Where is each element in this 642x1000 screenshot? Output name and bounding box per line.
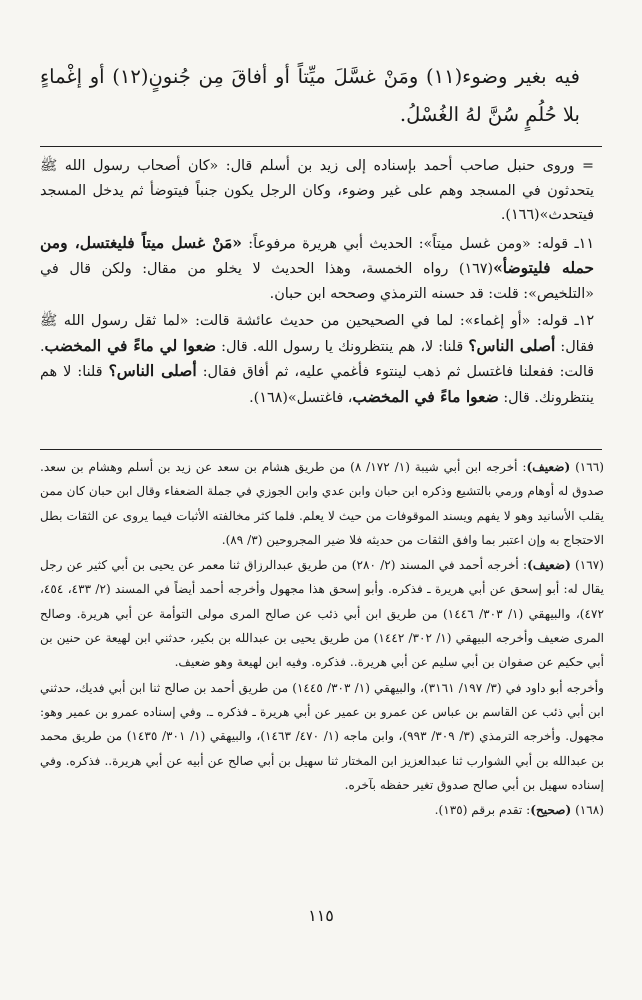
main-separator: [40, 146, 602, 147]
commentary-2-hadith: «مَنْ غسل ميتاً فليغتسل، ومن حمله فليتوضأ»: [40, 232, 594, 277]
commentary-3-mid-1: قلنا: لا، هم ينتظرونك يا رسول الله. قال:: [216, 338, 469, 355]
footnote-167-grade: (ضعيف): [527, 558, 571, 573]
commentary-3-end: ، فاغتسل»(١٦٨).: [249, 389, 353, 406]
main-text: [40, 58, 580, 134]
commentary-3-label: ١٢ـ قوله: «أو إغماء»: لما في الصحيحين من حديث عائشة قالت: «لما ثقل رسول الله ﷺ فقال:: [40, 313, 595, 355]
commentary-paragraph-2: [40, 231, 594, 307]
footnote-167-continued: وأخرجه أبو داود في (٣/ ١٩٧/ ٣١٦١)، والبيهقي (١/ ٣٠٣/ ١٤٤٥) من طريق أحمد بن صالح ثنا ابن أبي فديك، حدثني ابن أبي ذئب عن القاسم بن عباس عن عمرو بن عمير عن أبي هريرة ـ فذكره ـ. وفي إسناده عمرو بن عمير وهو: مجهول. وأخرجه الترمذي (٣/ ٣٠٩/ ٩٩٣)، وابن ماجه (١/ ٤٧٠/ ١٤٦٣)، والبيهقي (١/ ٣٠١/ ١٤٣٥) من طريق محمد بن عبدالله بن أبي الشوارب ثنا عبدالعزيز ابن المختار ثنا سهيل بن أبي صالح عن أبيه عن أبي هريرة.. فذكره. وفي إسناده سهيل بن أبي صالح صدوق تغير حفظه بآخره.: [40, 680, 604, 792]
footnote-separator: [40, 449, 602, 450]
main-text-line-1: فيه بغير وضوء(١١) ومَنْ غسَّلَ ميِّتاً أو أفاقَ مِن جُنونٍ(١٢) أو إغْماءٍ بلا حُلُمٍ سُنَّ: [40, 65, 580, 126]
commentary: [40, 154, 594, 413]
commentary-2-label: ١١ـ قوله: «ومن غسل ميتاً»: الحديث أبي هريرة مرفوعاً:: [242, 235, 594, 252]
commentary-paragraph-1: = وروى حنبل صاحب أحمد بإسناده إلى زيد بن أسلم قال: «كان أصحاب رسول الله ﷺ يتحدثون في المسجد وهم على غير وضوء، وكان الرجل يكون جنباً فيتوضأ ثم يدخل المسجد فيتحدث»(١٦٦).: [40, 158, 594, 223]
commentary-3-hadith-4: ضعوا ماءً في المخضب: [352, 386, 499, 406]
footnote-166-number: (١٦٦): [575, 460, 605, 474]
commentary-3-mid-3: قلنا: لا هم ينتظرونك. قال:: [40, 364, 594, 406]
footnote-166: [40, 455, 604, 552]
commentary-3-hadith-3: أصلى الناس؟: [108, 361, 197, 380]
footnote-166-grade: (ضعيف): [526, 460, 571, 474]
footnotes: [40, 455, 604, 823]
footnote-168: [40, 798, 604, 822]
footnote-168-grade: (صحيح): [530, 803, 572, 818]
commentary-3-mid-2: . قالت: ففعلنا فاغتسل ثم ذهب لينتوء فأغمي عليه، ثم أفاق فقال:: [40, 338, 595, 380]
footnote-167-number: (١٦٧): [575, 558, 604, 573]
commentary-3-hadith-1: أصلى الناس؟: [468, 335, 556, 355]
main-text-line-2: لهُ الغُسْلُ.: [399, 103, 482, 126]
footnote-166-text: : أخرجه ابن أبي شيبة (١/ ١٧٢/ ٨) من طريق هشام بن سعد عن زيد بن أسلم وهشام بن سعد. صدوق له أوهام ورمي بالتشيع وذكره ابن حبان وابن عدي وابن الجوزي في جملة الضعفاء وقال ابن حبان كان ممن يقلب الأسانيد وهو لا يفهم ويسند الموقوفات من حيث لا يعلم. فلما كثر مخالفته الأثبات فيما يروى عن الثقات بطل الاحتجاج به وإن اعتبر بما وافق الثقات من حديثه فلا ضير المجروحين (٣/ ٨٩).: [40, 460, 604, 547]
page-number: ١١٥: [308, 906, 334, 925]
footnote-167-text: : أخرجه أحمد في المسند (٢/ ٢٨٠) من طريق عبدالرزاق ثنا معمر عن يحيى بن أبي كثير عن رجل يقال له: أبو إسحق عن أبي هريرة ـ فذكره. وأبو إسحق هذا مجهول وأخرجه أحمد أيضاً في المسند (٢/ ٤٣٣، ٤٥٤، ٤٧٢)، والبيهقي (١/ ٣٠٣/ ١٤٤٦) من طريق ابن أبي ذئب عن صالح المرى مولى التوأمة عن أبي هريرة. وصالح المرى ضعيف وأخرجه البيهقي (١/ ٣٠٢/ ١٤٤٢) من طريق يحيى بن عبدالله بن بكير، حدثني ابن لهيعة عن حنين بن أبي حكيم عن صفوان بن أبي سليم عن أبي هريرة.. فذكره. وفيه ابن لهيعة وهو ضعيف.: [40, 558, 605, 670]
footnote-168-text: : تقدم برقم (١٣٥).: [434, 803, 531, 818]
footnote-167: [40, 553, 604, 674]
footnote-168-number: (١٦٨): [575, 803, 604, 818]
commentary-paragraph-3: [40, 309, 594, 410]
commentary-2-rest: (١٦٧) رواه الخمسة، وهذا الحديث لا يخلو من مقال: ولكن قال في «التلخيص»: قلت: قد حسنه الترمذي وصححه ابن حبان.: [40, 261, 594, 302]
commentary-3-hadith-2: ضعوا لي ماءً في المخضب: [44, 335, 217, 355]
